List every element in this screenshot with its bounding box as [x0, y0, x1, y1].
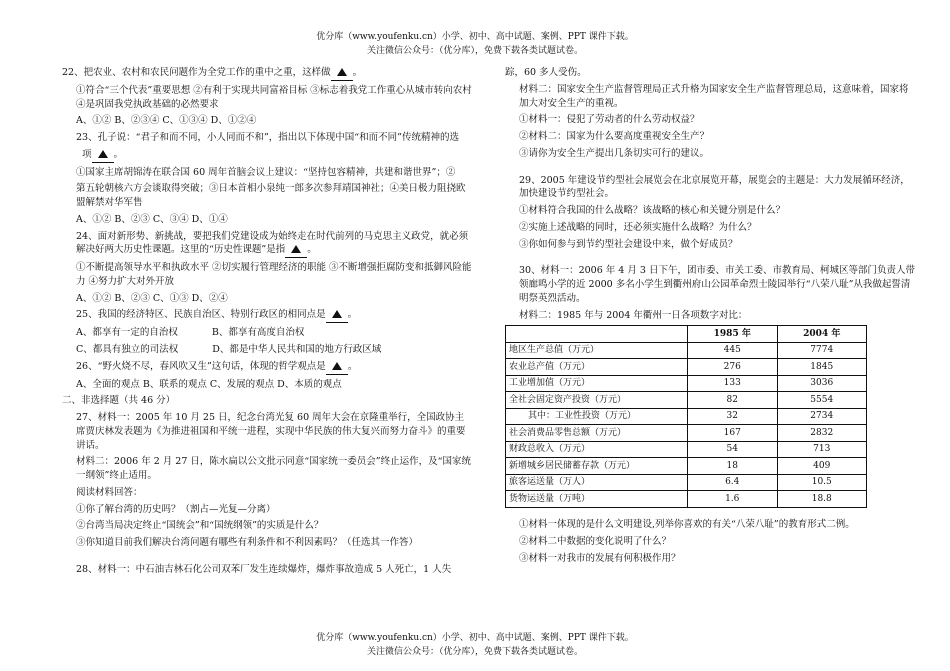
header-line-2: 关注微信公众号：（优分库），免费下载各类试题试卷。: [366, 46, 583, 56]
table-header-row: [506, 326, 867, 343]
q27-material-2: 材料二：2006 年 2 月 27 日，陈水扁以公文批示同意“国家统一委员会”终止运作，及“国家统一纲领”终止适用。: [76, 456, 471, 482]
table-cell-label: 新增城乡居民储蓄存款（万元）: [506, 458, 688, 475]
table-cell-2004: 2832: [777, 425, 867, 442]
q22-stem: 22、把农业、农村和农民问题作为全党工作的重中之重，这样做 。: [62, 66, 472, 81]
q30-material-1: 30、材料一：2006 年 4 月 3 日下午，团市委、市关工委、市教育局、柯城区等部门负责人带领廊鸣小学的近 2000 多名小学生到衢州府山公园革命烈士陵园举行“八荣八耻”从我做起誓清明祭英烈活动。: [519, 265, 915, 304]
table-cell-label: 社会消费品零售总额（万元）: [506, 425, 688, 442]
table-cell-1985: 82: [688, 392, 778, 409]
blank-triangle-icon: [337, 68, 347, 76]
q28-cont: 踪，60 多人受伤。: [505, 67, 587, 78]
q27-sub-2: ②台湾当局决定终止“国统会”和“国统纲领”的实质是什么？: [76, 520, 324, 532]
q29-sub-1: ①材料符合我国的什么战略？该战略的核心和关键分别是什么？: [519, 205, 786, 217]
table-row: [506, 408, 867, 425]
q27-sub-3: ③你知道目前我们解决台湾问题有哪些有利条件和不利因素吗？（任选其一作答）: [76, 537, 419, 549]
q23-stem-cont: 项 。: [62, 148, 472, 163]
page-footer: [0, 631, 950, 659]
table-row: [506, 491, 867, 508]
q30-sub-2: ②材料二中数据的变化说明了什么？: [519, 535, 672, 547]
page-header: [0, 30, 950, 58]
table-row: [506, 375, 867, 392]
q27-prompt: 阅读材料回答：: [76, 486, 143, 498]
table-cell-label: 财政总收入（万元）: [506, 441, 688, 458]
section-2-title: 二、非选择题（共 46 分）: [62, 395, 176, 407]
table-row: [506, 474, 867, 491]
q30-sub-1: ①材料一体现的是什么文明建设,列举你喜欢的有关“八荣八耻”的教育形式二例。: [519, 518, 855, 530]
table-cell-label: 工业增加值（万元）: [506, 375, 688, 392]
table-header-2004: 2004 年: [777, 326, 867, 343]
q22-choices: A、①② B、②③④ C、①③④ D、①②④: [76, 115, 257, 127]
q22-options: ①符合“三个代表”重要思想 ②有利于实现共同富裕目标 ③标志着我党工作重心从城市转向农村 ④是巩固我党执政基础的必然要求: [76, 84, 472, 110]
q27-sub-1: ①你了解台湾的历史吗？（割占—光复—分离）: [76, 503, 276, 515]
table-cell-label: 农业总产值（万元）: [506, 359, 688, 376]
table-cell-2004: 18.8: [777, 491, 867, 508]
table-cell-1985: 276: [688, 359, 778, 376]
table-cell-2004: 5554: [777, 392, 867, 409]
table-cell-2004: 2734: [777, 408, 867, 425]
table-cell-2004: 409: [777, 458, 867, 475]
q24-stem: 24、面对新形势、新挑战，要把我们党建设成为始终走在时代前列的马克思主义政党，就必须解决好两大历史性课题。这里的“历史性课题”是指 。: [62, 230, 472, 259]
q28-sub-1: ①材料一：侵犯了劳动者的什么劳动权益？: [519, 114, 700, 126]
q29-stem: 29、2005 年建设节约型社会展览会在北京展览开幕，展览会的主题是：大力发展循环经济，加快建设节约型社会。: [519, 174, 910, 200]
table-header-blank: [506, 326, 688, 343]
comparison-table: [505, 325, 867, 508]
left-column: [62, 66, 472, 580]
table-cell-1985: 18: [688, 458, 778, 475]
table-cell-label: 旅客运送量（万人）: [506, 474, 688, 491]
table-cell-1985: 54: [688, 441, 778, 458]
footer-line-1: 优分库（www.youfenku.cn）小学、初中、高中试题、案例、PPT 课件下载。: [316, 633, 634, 643]
table-cell-label: 其中：工业性投资（万元）: [506, 408, 688, 425]
table-row: [506, 392, 867, 409]
q24-options: ①不断提高领导水平和执政水平 ②切实履行管理经济的职能 ③不断增强拒腐防变和抵御风险能力 ④努力扩大对外开放: [76, 262, 472, 287]
table-row: [506, 342, 867, 359]
table-cell-2004: 10.5: [777, 474, 867, 491]
header-line-1: 优分库（www.youfenku.cn）小学、初中、高中试题、案例、PPT 课件下载。: [316, 32, 634, 42]
table-cell-1985: 32: [688, 408, 778, 425]
table-cell-1985: 445: [688, 342, 778, 359]
q25-options-cd: C、都具有独立的司法权 D、都是中华人民共和国的地方行政区域: [76, 344, 382, 356]
table-row: [506, 458, 867, 475]
table-cell-1985: 133: [688, 375, 778, 392]
q26-stem: 26、“野火烧不尽，春风吹又生”这句话，体现的哲学观点是 。: [62, 360, 472, 375]
q29-sub-3: ③你如何参与到节约型社会建设中来，做个好成员？: [519, 238, 738, 250]
q23-choices: A、①② B、②③ C、③④ D、①④: [76, 213, 228, 225]
q24-choices: A、①② B、②③ C、①③ D、②④: [76, 292, 228, 304]
table-cell-2004: 1845: [777, 359, 867, 376]
q27-material-1: 27、材料一：2005 年 10 月 25 日，纪念台湾光复 60 周年大会在京隆重举行，全国政协主席贾庆林发表题为《为推进祖国和平统一进程，实现中华民族的伟大复兴而努力奋斗》的重要讲话。: [76, 412, 466, 451]
q28-material-2: 材料二：国家安全生产监督管理局正式升格为国家安全生产监督管理总局，这意味着，国家将加大对安全生产的重视。: [519, 83, 909, 109]
table-body: [506, 342, 867, 507]
footer-line-2: 关注微信公众号：（优分库），免费下载各类试题试卷。: [366, 647, 583, 657]
q23-options-2: 第五轮朝核六方会谈取得突破；③日本首相小泉纯一郎多次参拜靖国神社；④美日极力阻挠欧盟解禁对华军售: [76, 183, 466, 209]
blank-triangle-icon: [332, 362, 342, 370]
q23-options-1: ①国家主席胡锦涛在联合国 60 周年首脑会议上建议：“坚持包容精神，共建和谐世界”；②: [76, 166, 456, 178]
table-cell-2004: 3036: [777, 375, 867, 392]
table-cell-2004: 713: [777, 441, 867, 458]
blank-triangle-icon: [291, 245, 301, 253]
table-cell-label: 地区生产总值（万元）: [506, 342, 688, 359]
blank-triangle-icon: [332, 310, 342, 318]
blank-triangle-icon: [98, 150, 108, 158]
table-cell-label: 全社会固定资产投资（万元）: [506, 392, 688, 409]
table-cell-label: 货物运送量（万吨）: [506, 491, 688, 508]
q28-start: 28、材料一：中石油吉林石化公司双苯厂发生连续爆炸，爆炸事故造成 5 人死亡，1 人失: [76, 563, 452, 575]
q23-stem: 23、孔子说：“君子和而不同，小人同而不和”，指出以下体现中国“和而不同”传统精神的选: [76, 132, 460, 144]
table-row: [506, 425, 867, 442]
q28-sub-2: ②材料二：国家为什么要高度重视安全生产？: [519, 131, 710, 143]
q28-sub-3: ③请你为安全生产提出几条切实可行的建议。: [519, 147, 710, 159]
q30-sub-3: ③材料一对我市的发展有何积极作用？: [519, 552, 681, 564]
table-cell-1985: 1.6: [688, 491, 778, 508]
table-cell-2004: 7774: [777, 342, 867, 359]
table-cell-1985: 167: [688, 425, 778, 442]
q25-stem: 25、我国的经济特区、民族自治区、特别行政区的相同点是 。: [62, 308, 472, 323]
table-row: [506, 359, 867, 376]
table-header-1985: 1985 年: [688, 326, 778, 343]
q26-choices: A、全面的观点 B、联系的观点 C、发展的观点 D、本质的观点: [76, 378, 342, 390]
q25-options-ab: A、都享有一定的自治权 B、都享有高度自治权: [76, 327, 305, 339]
table-cell-1985: 6.4: [688, 474, 778, 491]
right-column: [505, 66, 915, 568]
q29-sub-2: ②实施上述战略的同时，还必须实施什么战略？为什么？: [519, 221, 757, 233]
q30-material-2: 材料二：1985 年与 2004 年衢州一日各项数字对比：: [519, 309, 748, 321]
table-row: [506, 441, 867, 458]
